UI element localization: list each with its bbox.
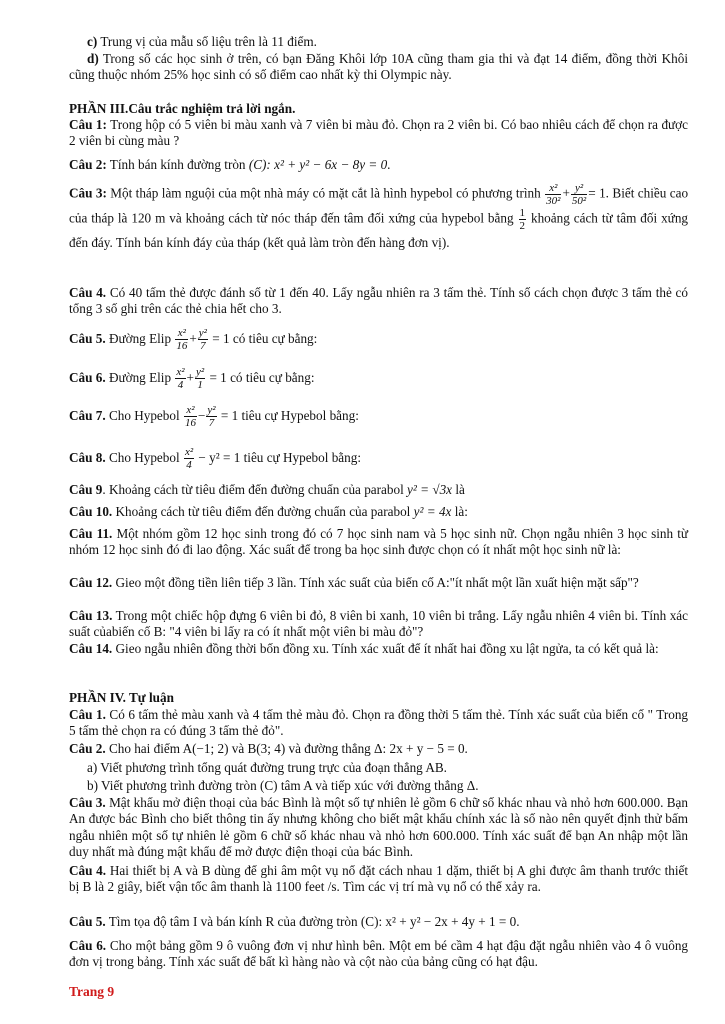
part3-q6: Câu 6. Đường Elip $\frac{\text{x²}}{4}$ + $\frac{\text{y²}}{1}$ = 1 có tiêu cự bằng:	[69, 366, 315, 392]
part4-q6: Câu 6. Cho một bảng gồm 9 ô vuông đơn vị như hình bên. Một em bé cầm 4 hạt đậu đặt ngẫu nhiên vào 4 ô vuông đơn vị trong bảng. Tính xác suất để bất kì hàng nào và cột nào của bảng cũng có hạt đậu.	[69, 938, 689, 970]
fraction: $\frac{\text{x²}}{4}$	[176, 366, 185, 392]
part3-q9: Câu 9. Khoảng cách từ tiêu điểm đến đường chuẩn của parabol y² = √3x là	[69, 482, 465, 497]
fraction: $\frac{\text{x²}}{\text{30²}}$	[546, 182, 561, 207]
fraction: $\frac{\text{x²}}{16}$	[184, 404, 196, 430]
part3-q3: Câu 3: Một tháp làm nguội của một nhà máy có mặt cắt là hình hypebol có phương trình $\frac{\text{x²}}{\text{30²}}$ + $\frac{\text{y²}}{\text{50²}}$ = 1. Biết chiều cao của tháp là 120 m và khoảng cách từ nóc tháp đến tâm đối xứng của hypebol bằng $\frac{1}{2}$ khoảng cách từ tâm đối xứng đến đáy. Tính bán kính đáy của tháp (kết quả làm tròn đến hàng đơn vị).	[69, 182, 689, 250]
fraction: $\frac{\text{y²}}{\text{50²}}$	[571, 182, 587, 207]
part3-q11: Câu 11. Một nhóm gồm 12 học sinh trong đó có 7 học sinh nam và 5 học sinh nữ. Chọn ngẫu nhiên 3 học sinh từ nhóm 12 học sinh đó đi lao động. Xác suất để trong ba học sinh được chọn có ít nhất một học sinh nữ là:	[69, 526, 689, 558]
part3-q5: Câu 5. Đường Elip $\frac{\text{x²}}{16}$ + $\frac{\text{y²}}{7}$ = 1 có tiêu cự bằng:	[69, 327, 318, 353]
part3-q1: Câu 1: Trong hộp có 5 viên bi màu xanh và 7 viên bi màu đỏ. Chọn ra 2 viên bi. Có bao nhiêu cách để chọn ra được 2 viên bi cùng màu ?	[69, 117, 689, 149]
page-number: Trang 9	[69, 984, 115, 999]
part3-q12: Câu 12. Gieo một đồng tiền liên tiếp 3 lần. Tính xác suất của biến cố A:"ít nhất một lần xuất hiện mặt sấp"?	[69, 575, 639, 590]
part3-q10: Câu 10. Khoảng cách từ tiêu điểm đến đường chuẩn của parabol y² = 4x là:	[69, 504, 468, 519]
part4-q4: Câu 4. Hai thiết bị A và B dùng để ghi âm một vụ nổ đặt cách nhau 1 dặm, thiết bị A ghi được âm thanh trước thiết bị B là 2 giây, biết vận tốc âm thanh là 1100 feet /s. Tìm các vị trí mà vụ nổ có thể xảy ra.	[69, 863, 689, 895]
part4-q1: Câu 1. Có 6 tấm thẻ màu xanh và 4 tấm thẻ màu đỏ. Chọn ra đồng thời 5 tấm thẻ. Tính xác suất của biến cố " Trong 5 tấm thẻ chọn ra có đúng 3 tấm thẻ đỏ".	[69, 707, 689, 739]
part4-title: PHẦN IV. Tự luận	[69, 690, 174, 705]
part3-q7: Câu 7. Cho Hypebol $\frac{\text{x²}}{16}$ − $\frac{\text{y²}}{7}$ = 1 tiêu cự Hypebol bằng:	[69, 404, 359, 430]
fraction: $\frac{1}{2}$	[519, 207, 526, 232]
part4-q2b: b) Viết phương trình đường tròn (C) tâm A và tiếp xúc với đường thẳng Δ.	[87, 778, 479, 793]
part4-q2: Câu 2. Cho hai điểm A(−1; 2) và B(3; 4) và đường thẳng Δ: 2x + y − 5 = 0.	[69, 741, 468, 756]
part3-q13: Câu 13. Trong một chiếc hộp đựng 6 viên bi đỏ, 8 viên bi xanh, 10 viên bi trắng. Lấy ngẫu nhiên 4 viên bi. Tính xác suất củabiến cố B: "4 viên bi lấy ra có ít nhất một viên bi màu đỏ"?	[69, 608, 688, 640]
item-d: d) Trong số các học sinh ở trên, có bạn Đăng Khôi lớp 10A cũng tham gia thi và đạt 14 điểm, đồng thời Khôi cũng thuộc nhóm 25% học sinh có số điểm cao nhất kỳ thi Olympic này.	[69, 51, 688, 83]
fraction: $\frac{\text{x²}}{16}$	[176, 327, 188, 353]
part3-q4: Câu 4. Có 40 tấm thẻ được đánh số từ 1 đến 40. Lấy ngẫu nhiên ra 3 tấm thẻ. Tính số cách chọn được 3 tấm thẻ có tổng 3 số ghi trên các thẻ chia hết cho 3.	[69, 285, 689, 317]
part3-q2: Câu 2: Tính bán kính đường tròn (C): x² + y² − 6x − 8y = 0.	[69, 157, 391, 172]
part4-q5: Câu 5. Tìm tọa độ tâm I và bán kính R của đường tròn (C): x² + y² − 2x + 4y + 1 = 0.	[69, 914, 520, 929]
part3-q8: Câu 8. Cho Hypebol $\frac{\text{x²}}{4}$ − y² = 1 tiêu cự Hypebol bằng:	[69, 446, 362, 472]
fraction: $\frac{\text{y²}}{7}$	[198, 327, 207, 353]
fraction: $\frac{\text{y²}}{1}$	[195, 366, 205, 392]
fraction: $\frac{\text{y²}}{7}$	[207, 404, 216, 430]
part3-q14: Câu 14. Gieo ngẫu nhiên đồng thời bốn đồng xu. Tính xác xuất để ít nhất hai đồng xu lật ngửa, ta có kết quả là:	[69, 641, 659, 656]
fraction: $\frac{\text{x²}}{4}$	[184, 446, 194, 472]
part4-q2a: a) Viết phương trình tổng quát đường trung trực của đoạn thẳng AB.	[87, 760, 447, 775]
part4-q3: Câu 3. Mật khẩu mở điện thoại của bác Bình là một số tự nhiên lẻ gồm 6 chữ số khác nhau và nhỏ hơn 600.000. Bạn An được bác Bình cho biết thông tin ấy nhưng không cho biết mật khẩu chính xác là số nào nên quyết định thử bấm ngẫu nhiên một số tự nhiên lẻ gồm 6 chữ số khác nhau và nhỏ hơn 600.000. Tính xác suất để bạn An nhập một lần duy nhất mà đúng mật khẩu để mở được điện thoại của bác Bình.	[69, 795, 689, 860]
part3-title: PHẦN III.Câu trắc nghiệm trả lời ngắn.	[69, 101, 296, 116]
item-c: c) Trung vị của mẫu số liệu trên là 11 điểm.	[87, 34, 317, 49]
